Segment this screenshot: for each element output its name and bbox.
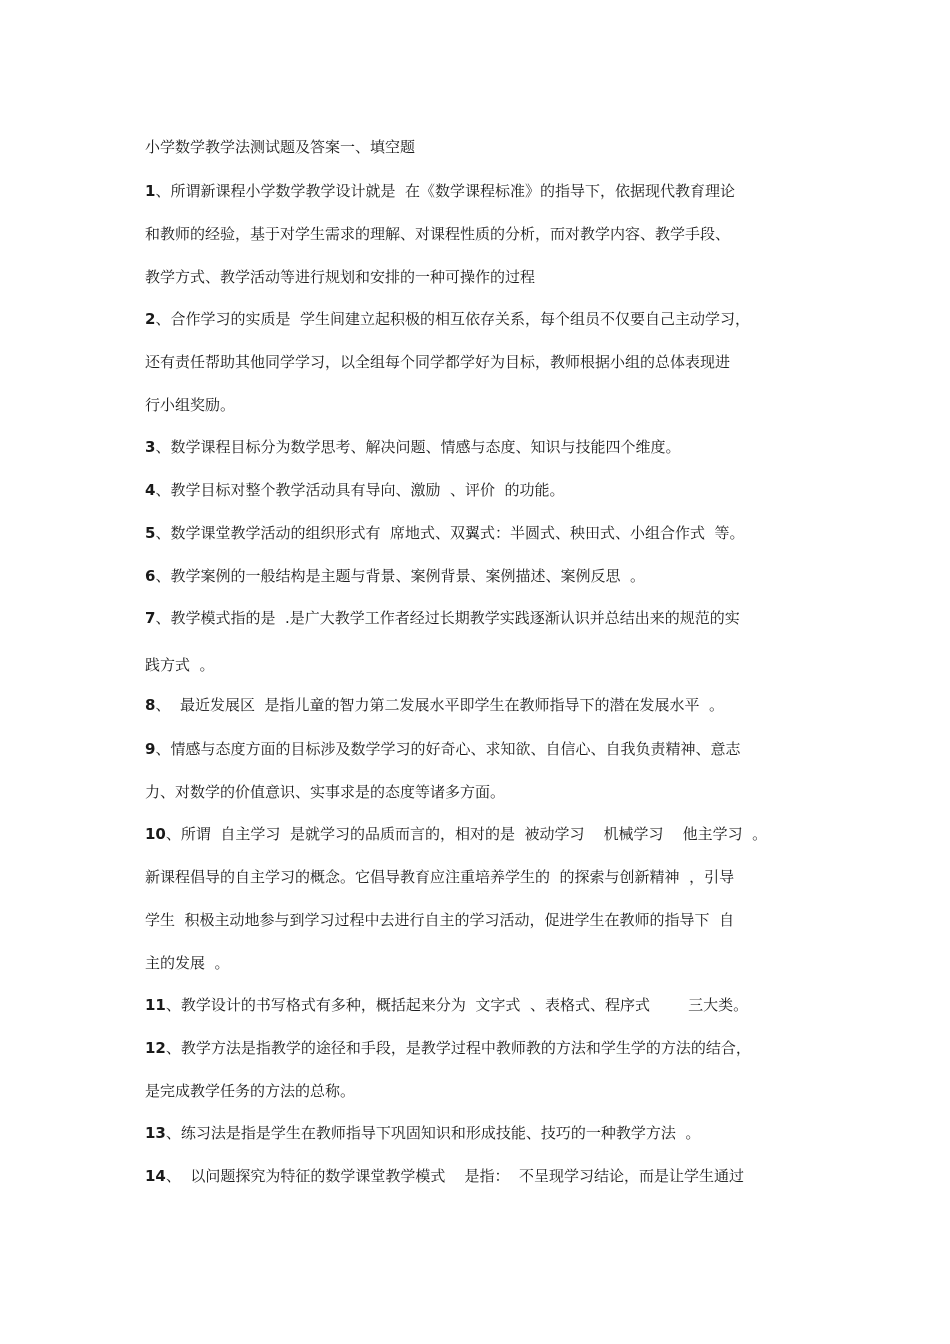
text-line [145,781,505,803]
line-text: 、教学目标对整个教学活动具有导向、激励 、评价 的功能。 [155,481,565,499]
text-line [145,223,730,245]
item-number: 4 [145,481,156,499]
line-text: 力、对数学的价值意识、实事求是的态度等诸多方面。 [145,783,506,801]
line-text: 、数学课程目标分为数学思考、解决问题、情感与态度、知识与技能四个维度。 [155,438,681,456]
item-number: 1 [145,182,156,200]
text-line [145,351,730,373]
item-number: 9 [145,740,156,758]
line-text: 、教学案例的一般结构是主题与背景、案例背景、案例描述、案例反思 。 [155,567,645,585]
line-text: 践方式 。 [145,656,215,674]
item-number: 13 [145,1124,166,1142]
text-line [145,1165,744,1187]
line-text: 、 最近发展区 是指儿童的智力第二发展水平即学生在教师指导下的潜在发展水平 。 [155,696,725,714]
item-number: 7 [145,609,156,627]
line-text: 还有责任帮助其他同学学习，以全组每个同学都学好为目标，教师根据小组的总体表现进 [145,353,731,371]
text-line [145,266,535,288]
line-text: 、教学模式指的是 .是广大教学工作者经过长期教学实践逐渐认识并总结出来的规范的实 [155,609,740,627]
line-text: 、情感与态度方面的目标涉及数学学习的好奇心、求知欲、自信心、自我负责精神、意志 [155,740,741,758]
item-number: 12 [145,1039,166,1057]
text-line [145,522,745,544]
text-line [145,1037,751,1059]
text-line [145,866,734,888]
text-line [145,823,767,845]
line-text: 行小组奖励。 [145,396,236,414]
item-number: 6 [145,567,156,585]
item-number: 8 [145,696,156,714]
line-text: 、所谓新课程小学数学教学设计就是 在《数学课程标准》的指导下，依据现代教育理论 [155,182,735,200]
item-number: 10 [145,825,166,843]
document-title: 小学数学教学法测试题及答案一、填空题 [145,138,416,156]
line-text: 主的发展 。 [145,954,230,972]
line-text: 、数学课堂教学活动的组织形式有 席地式、双翼式：半圆式、秧田式、小组合作式 等。 [155,524,745,542]
line-text: 和教师的经验，基于对学生需求的理解、对课程性质的分析，而对教学内容、教学手段、 [145,225,731,243]
text-line [145,394,235,416]
text-line [145,654,215,676]
text-line [145,308,750,330]
text-line [145,694,724,716]
text-line [145,1122,700,1144]
line-text: 学生 积极主动地参与到学习过程中去进行自主的学习活动，促进学生在教师的指导下 自 [145,911,735,929]
text-line [145,1080,355,1102]
line-text: 、练习法是指是学生在教师指导下巩固知识和形成技能、技巧的一种教学方法 。 [165,1124,701,1142]
text-line [145,738,740,760]
line-text: 教学方式、教学活动等进行规划和安排的一种可操作的过程 [145,268,536,286]
line-text: 、合作学习的实质是 学生间建立起积极的相互依存关系，每个组员不仅要自己主动学习， [155,310,750,328]
item-number: 2 [145,310,156,328]
item-number: 5 [145,524,156,542]
line-text: 新课程倡导的自主学习的概念。它倡导教育应注重培养学生的 的探索与创新精神 ，引导 [145,868,735,886]
item-number: 14 [145,1167,166,1185]
text-line [145,909,734,931]
text-line [145,565,645,587]
text-line [145,180,735,202]
line-text: 、 以问题探究为特征的数学课堂教学模式 是指： 不呈现学习结论，而是让学生通过 [165,1167,745,1185]
item-number: 3 [145,438,156,456]
text-line [145,607,740,629]
text-line [145,436,680,458]
text-line [145,952,230,974]
line-text: 、教学设计的书写格式有多种，概括起来分为 文字式 、表格式、程序式 三大类。 [165,996,749,1014]
line-text: 是完成教学任务的方法的总称。 [145,1082,356,1100]
line-text: 、教学方法是指教学的途径和手段，是教学过程中教师教的方法和学生学的方法的结合， [165,1039,751,1057]
text-line [145,994,748,1016]
line-text: 、所谓 自主学习 是就学习的品质而言的，相对的是 被动学习 机械学习 他主学习 。 [165,825,768,843]
text-line [145,479,565,501]
item-number: 11 [145,996,166,1014]
